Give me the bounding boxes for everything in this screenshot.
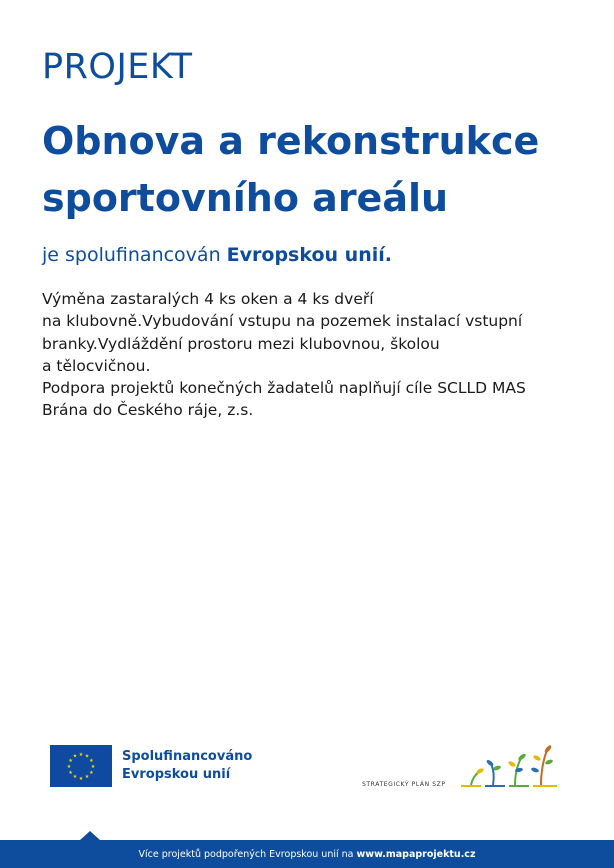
- eu-star-icon: ★: [72, 753, 78, 760]
- eu-star-icon: ★: [78, 775, 84, 782]
- description-line: na klubovně.Vybudování vstupu na pozemek instalací vstupní: [42, 312, 523, 331]
- description-line: branky.Vydláždění prostoru mezi klubovnou, školou: [42, 334, 440, 353]
- footer-link[interactable]: www.mapaprojektu.cz: [356, 849, 476, 860]
- project-title-line: Obnova a rekonstrukce: [42, 119, 540, 163]
- eu-flag-icon: [50, 745, 112, 787]
- eu-star-icon: ★: [66, 763, 72, 770]
- eu-star-icon: ★: [68, 757, 73, 764]
- project-kicker: PROJEKT: [42, 47, 193, 87]
- eu-star-icon: ★: [68, 769, 73, 776]
- eu-logo-line: Evropskou unií: [122, 767, 231, 782]
- description-line: Podpora projektů konečných žadatelů naplňují cíle SCLLD MAS: [42, 379, 526, 398]
- eu-star-icon: ★: [84, 774, 90, 781]
- eu-star-icon: ★: [78, 751, 84, 758]
- eu-star-icon: ★: [72, 774, 78, 781]
- eu-star-icon: ★: [89, 757, 94, 764]
- project-title-line: sportovního areálu: [42, 176, 449, 220]
- szp-logo-label: STRATEGICKÝ PLÁN SZP: [362, 781, 446, 788]
- cofinancing-prefix: je spolufinancován: [42, 244, 227, 266]
- eu-star-icon: ★: [84, 753, 90, 760]
- project-title: [42, 113, 602, 227]
- szp-logo: [362, 742, 572, 792]
- footer-prefix: Více projektů podpořených Evropskou unií na: [138, 849, 357, 860]
- eu-star-icon: ★: [89, 769, 94, 776]
- eu-logo-text: [122, 748, 252, 784]
- eu-logo: [50, 745, 252, 787]
- description-line: a tělocvičnou.: [42, 356, 151, 375]
- description-line: Brána do Českého ráje, z.s.: [42, 401, 254, 420]
- description-line: Výměna zastaralých 4 ks oken a 4 ks dveří: [42, 290, 374, 308]
- project-description: [42, 288, 602, 422]
- eu-star-icon: ★: [90, 763, 96, 770]
- cofinancing-emphasis: Evropskou unií.: [226, 244, 392, 266]
- footer-text: [0, 849, 614, 860]
- eu-logo-line: Spolufinancováno: [122, 749, 253, 764]
- footer-notch: [80, 831, 100, 840]
- cofinancing-statement: [42, 244, 392, 266]
- szp-sprouts-icon: [457, 742, 567, 792]
- footer-bar: [0, 840, 614, 868]
